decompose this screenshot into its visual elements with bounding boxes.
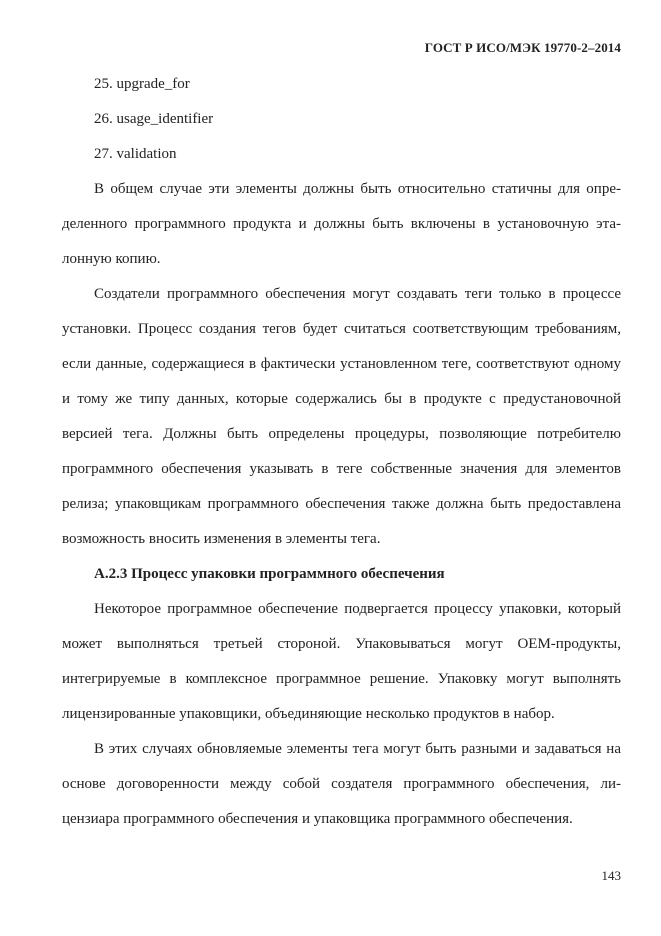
list-item: 27. validation (94, 146, 177, 162)
running-header: ГОСТ Р ИСО/МЭК 19770-2–2014 (424, 40, 621, 55)
section-heading: А.2.3 Процесс упаковки программного обеспечения (94, 566, 445, 582)
paragraph-packaging: Некоторое программное обеспечение подвергается процессу упаковки, который может выполняться третьей стороной. Упаковываться могут OEM-продукты, интегрируемые в комплексное программное решение. Упаковку могут выполнять лицензированные упаковщики, объединяющие несколько продуктов в набор. (62, 601, 621, 722)
page-body (62, 67, 621, 837)
paragraph-tag-creation: Создатели программного обеспечения могут создавать теги только в процессе установки. Процесс создания тегов будет считаться соответствующим требованиям, если данные, содержащиеся в фактически установленном теге, соответствуют одному и тому же типу данных, которые содержались бы в продукте с предустановочной версией тега. Должны быть определены процедуры, позволяющие потребителю программного обеспечения указывать в теге собственные значения для элементов релиза; упаковщикам программного обеспечения также должна быть предоставлена возможность вносить изменения в элементы тега. (62, 286, 621, 547)
list-item: 26. usage_identifier (94, 111, 214, 127)
list-item: 25. upgrade_for (94, 76, 190, 92)
paragraph-packaging-agreement: В этих случаях обновляемые элементы тега могут быть разными и задаваться на основе договоренности между собой создателя программного обеспечения, лицензиара программного обеспечения и упаковщика программного обеспечения. (62, 741, 621, 827)
page-number: 143 (601, 868, 621, 883)
paragraph-static-elements: В общем случае эти элементы должны быть относительно статичны для определенного программного продукта и должны быть включены в установочную эталонную копию. (62, 181, 621, 267)
